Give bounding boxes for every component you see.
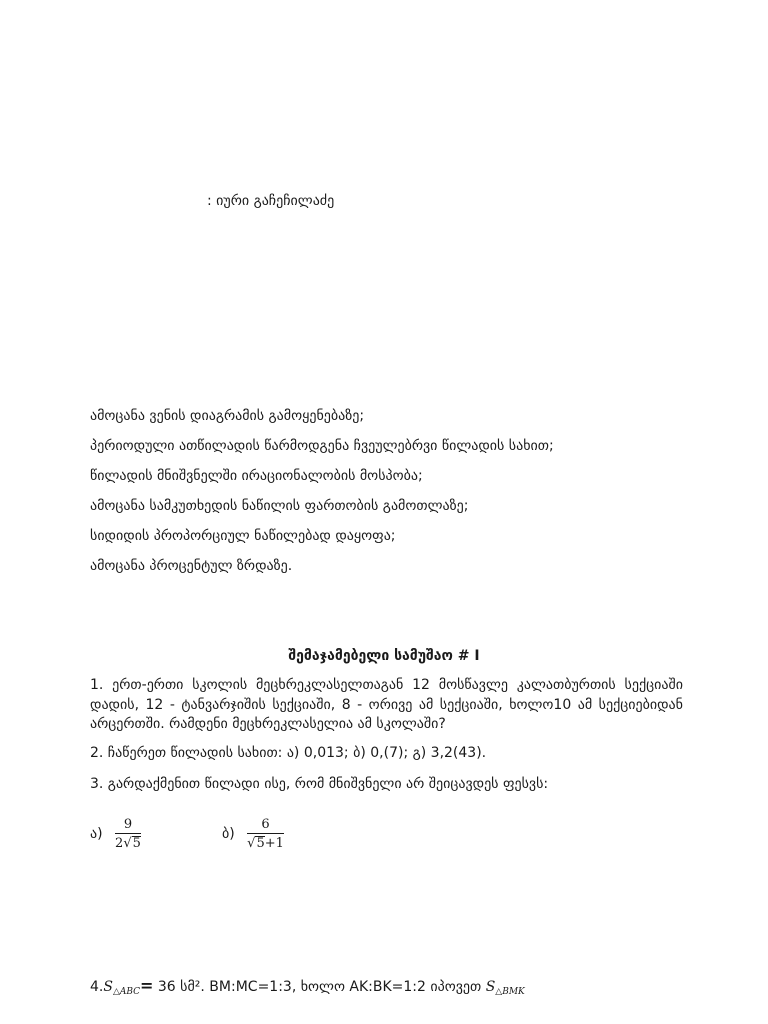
target-area-symbol: S [485,979,496,995]
problem-3-option-a [90,817,141,851]
section-title: შემაჯამებელი სამუშაო # I [288,648,480,664]
problem-3: 3. გარდაქმენით წილადი ისე, რომ მნიშვნელი არ შეიცავდეს ფესვს: [90,776,549,792]
option-label: ბ) [222,826,235,842]
fraction-numerator: 9 [115,817,141,834]
fraction [247,817,284,851]
option-label: ა) [90,826,103,842]
problem-4 [90,976,525,997]
problem-4-number: 4. [90,979,104,995]
sqrt-icon: √ [247,836,256,851]
problem-1: 1. ერთ-ერთი სკოლის მეცხრეკლასელთაგან 12 მოსწავლე კალათბურთის სექციაში დადის, 12 - ტანვარჯიშის სექციაში, 8 - ორივე ამ სექციაში, ხოლო10 ამ სექციებიდან არცერთში. რამდენი მეცხრეკლასელია ამ სკოლაში? [90,677,683,732]
fraction-denominator [247,834,284,851]
denominator-tail: +1 [264,836,284,851]
equals-sign: = [140,976,154,995]
topic-item: სიდიდის პროპორციულ ნაწილებად დაყოფა; [90,528,396,544]
denominator-coefficient: 2 [115,836,124,851]
area-symbol: S [103,979,113,995]
sqrt-icon: √ [123,836,132,851]
topic-item: წილადის მნიშვნელში ირაციონალობის მოსპობა; [90,468,423,484]
topic-item: ამოცანა ვენის დიაგრამის გამოყენებაზე; [90,408,365,424]
radicand: 5 [256,836,265,851]
fraction-numerator: 6 [247,817,284,834]
topic-item: ამოცანა პროცენტულ ზრდაზე. [90,558,293,574]
area-subscript: △ABC [112,987,141,997]
topic-item: პერიოდული ათწილადის წარმოდგენა ჩვეულებრვი წილადის სახით; [90,438,554,454]
problem-3-option-b [222,817,284,851]
problem-4-text: 36 სმ². BM:MC=1:3, ხოლო AK:BK=1:2 იპოვეთ [153,979,486,995]
problem-2: 2. ჩაწერეთ წილადის სახით: ა) 0,013; ბ) 0,(7); გ) 3,2(43). [90,745,487,761]
fraction-denominator [115,834,141,851]
target-area-subscript: △BMK [495,987,525,997]
fraction [115,817,141,851]
author-line: : იური გაჩეჩილაძე [207,193,335,209]
topic-item: ამოცანა სამკუთხედის ნაწილის ფართობის გამოთლაზე; [90,498,469,514]
radicand: 5 [132,836,141,851]
